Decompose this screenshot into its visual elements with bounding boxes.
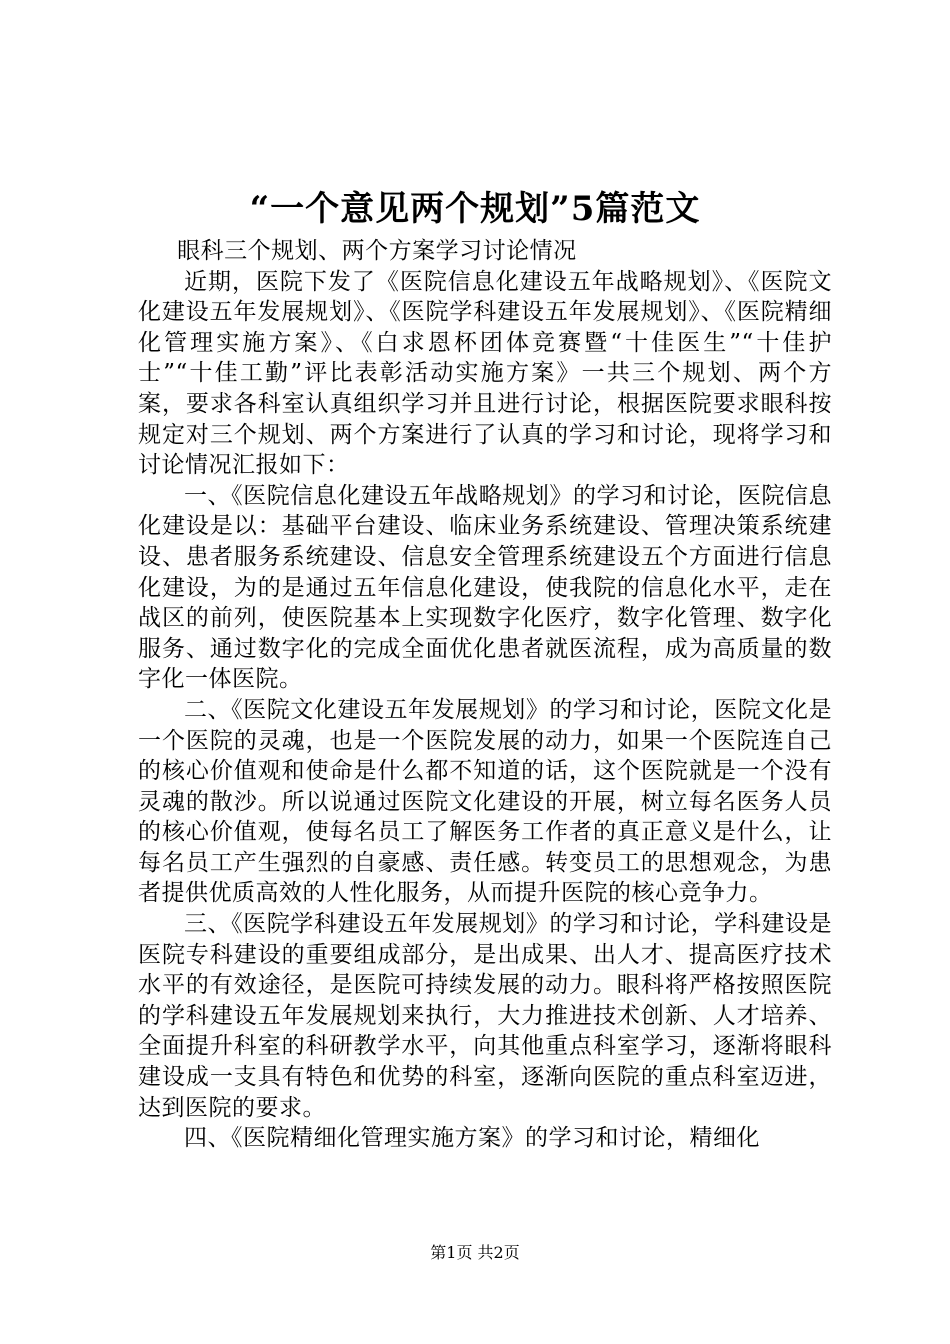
paragraph-section-1: 一、《医院信息化建设五年战略规划》的学习和讨论，医院信息化建设是以：基础平台建设、临床业务系统建设、管理决策系统建设、患者服务系统建设、信息安全管理系统建设五个方面进行信息化建设，为的是通过五年信息化建设，使我院的信息化水平，走在战区的前列，使医院基本上实现数字化医疗，数字化管理、数字化服务、通过数字化的完成全面优化患者就医流程，成为高质量的数字化一体医院。 xyxy=(138,482,832,693)
paragraph-section-2: 二、《医院文化建设五年发展规划》的学习和讨论，医院文化是一个医院的灵魂，也是一个医院发展的动力，如果一个医院连自己的核心价值观和使命是什么都不知道的话，这个医院就是一个没有灵魂的散沙。所以说通过医院文化建设的开展，树立每名医务人员的核心价值观，使每名员工了解医务工作者的真正意义是什么，让每名员工产生强烈的自豪感、责任感。转变员工的思想观念，为患者提供优质高效的人性化服务，从而提升医院的核心竞争力。 xyxy=(138,696,832,907)
paragraph-intro: 近期，医院下发了《医院信息化建设五年战略规划》、《医院文化建设五年发展规划》、《医院学科建设五年发展规划》、《医院精细化管理实施方案》、《白求恩杯团体竞赛暨“十佳医生”“十佳护士”“十佳工勤”评比表彰活动实施方案》一共三个规划、两个方案，要求各科室认真组织学习并且进行讨论，根据医院要求眼科按规定对三个规划、两个方案进行了认真的学习和讨论，现将学习和讨论情况汇报如下： xyxy=(138,268,832,479)
document-body xyxy=(138,236,832,1154)
document-subtitle: 眼科三个规划、两个方案学习讨论情况 xyxy=(177,238,577,264)
document-title: “一个意见两个规划”5篇范文 xyxy=(249,189,701,229)
paragraph-section-3: 三、《医院学科建设五年发展规划》的学习和讨论，学科建设是医院专科建设的重要组成部分，是出成果、出人才、提高医疗技术水平的有效途径，是医院可持续发展的动力。眼科将严格按照医院的学科建设五年发展规划来执行，大力推进技术创新、人才培养、全面提升科室的科研教学水平，向其他重点科室学习，逐渐将眼科建设成一支具有特色和优势的科室，逐渐向医院的重点科室迈进，达到医院的要求。 xyxy=(138,911,832,1121)
page-footer: 第1页 共2页 xyxy=(430,1243,520,1262)
paragraph-section-4: 四、《医院精细化管理实施方案》的学习和讨论，精细化 xyxy=(184,1125,760,1152)
